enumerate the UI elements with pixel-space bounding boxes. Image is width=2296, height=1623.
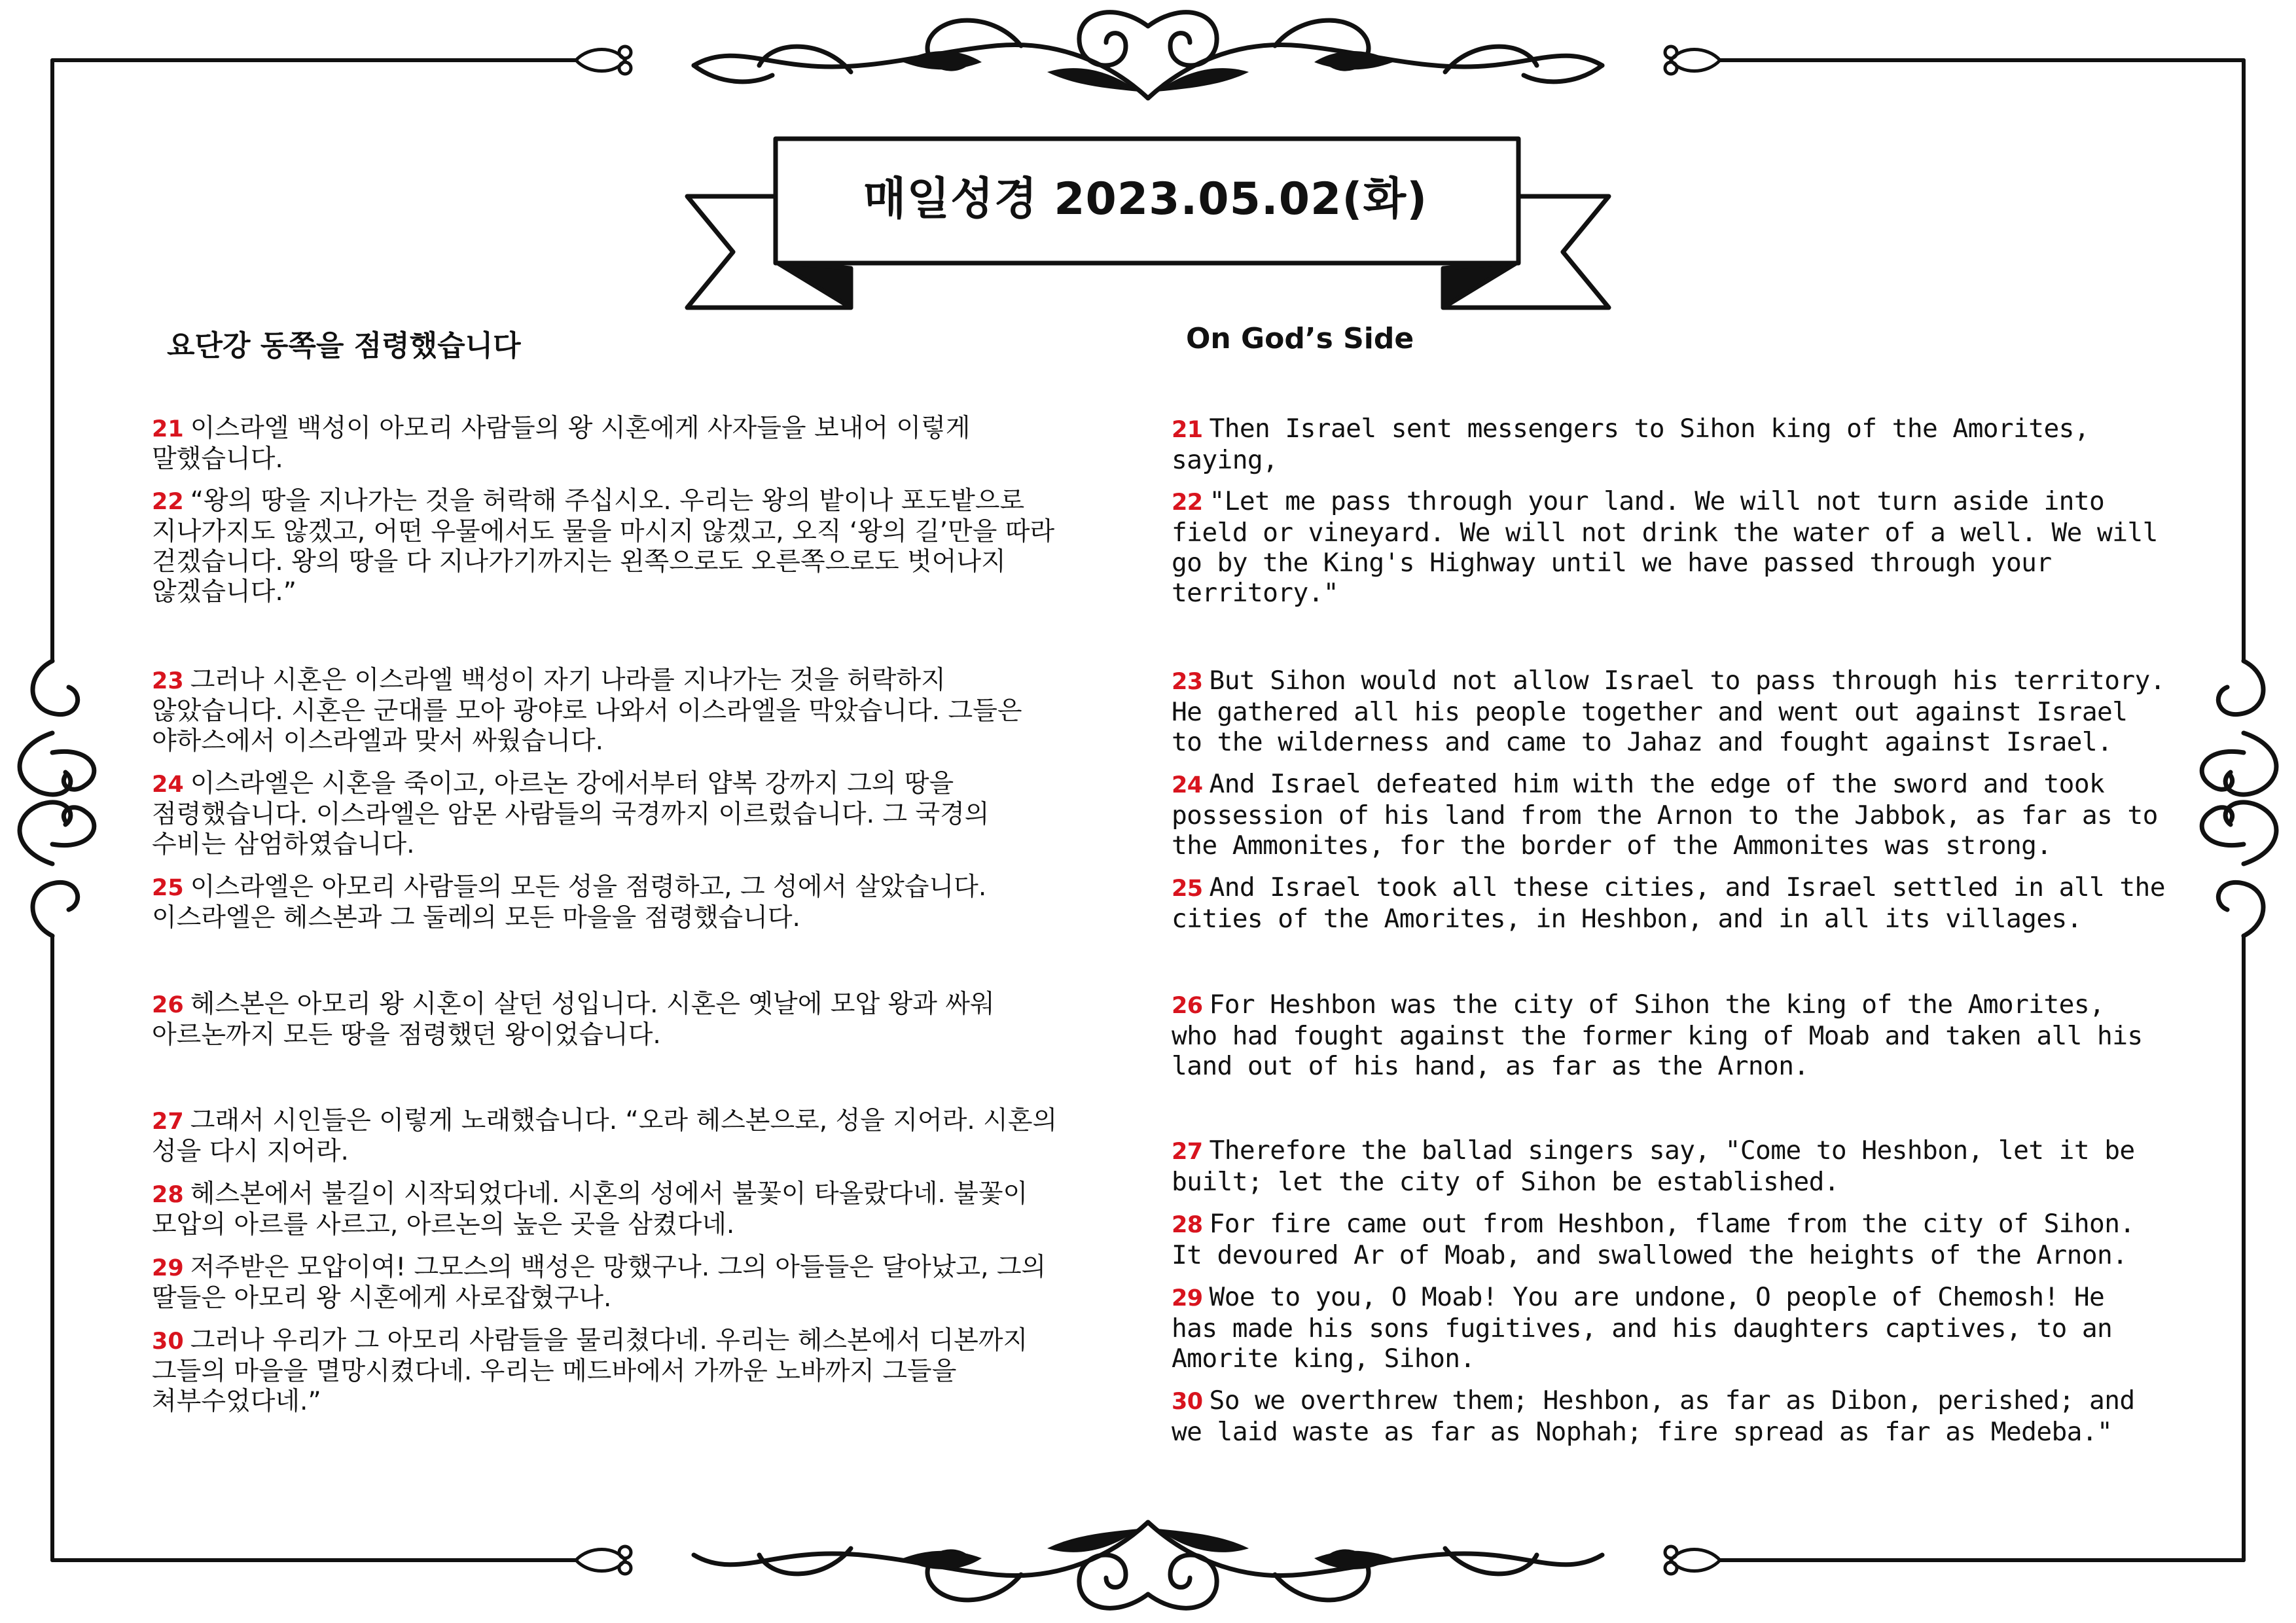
english-verse-25 <box>1172 872 2165 934</box>
verse-text: For fire came out from Heshbon, flame from the city of Sihon. It devoured Ar of Moab, and swallowed the heights of the Arnon. <box>1172 1209 2135 1270</box>
english-verse-28 <box>1172 1209 2135 1270</box>
verse-number: 25 <box>152 875 184 901</box>
verse-text: “왕의 땅을 지나가는 것을 허락해 주십시오. 우리는 왕의 밭이나 포도밭으로 지나가지도 않겠고, 어떤 우물에서도 물을 마시지 않겠고, 오직 ‘왕의 길’만을 따라 걷겠습니다. 왕의 땅을 다 지나가기까지는 왼쪽으로도 오른쪽으로도 벗어나지 않겠습니다.” <box>152 486 1055 607</box>
verse-text: And Israel defeated him with the edge of the sword and took possession of his land from the Arnon to the Jabbok, as far as to the Ammonites, for the border of the Ammonites was strong. <box>1172 769 2158 861</box>
verse-text: So we overthrew them; Heshbon, as far as Dibon, perished; and we laid waste as far as Nophah; fire spread as far as Medeba." <box>1172 1385 2135 1447</box>
verse-number: 28 <box>1172 1212 1203 1238</box>
verse-text: 헤스본에서 불길이 시작되었다네. 시혼의 성에서 불꽃이 타올랐다네. 불꽃이 모압의 아르를 사르고, 아르논의 높은 곳을 삼켰다네. <box>152 1179 1028 1240</box>
verse-text: 그러나 우리가 그 아모리 사람들을 물리쳤다네. 우리는 헤스본에서 디본까지 그들의 마을을 멸망시켰다네. 우리는 메드바에서 가까운 노바까지 그들을 쳐부수었다네.” <box>152 1326 1028 1416</box>
verse-text: But Sihon would not allow Israel to pass through his territory. He gathered all his people together and went out against Israel to the wilderness and came to Jahaz and fought against Israel. <box>1172 666 2165 757</box>
verse-text: 저주받은 모압이여! 그모스의 백성은 망했구나. 그의 아들들은 달아났고, 그의 딸들은 아모리 왕 시혼에게 사로잡혔구나. <box>152 1253 1047 1313</box>
verse-number: 23 <box>152 668 184 694</box>
verse-number: 29 <box>152 1255 184 1281</box>
verse-text: 이스라엘은 시혼을 죽이고, 아르논 강에서부터 얍복 강까지 그의 땅을 점령했습니다. 이스라엘은 암몬 사람들의 국경까지 이르렀습니다. 그 국경의 수비는 삼엄하였습니다. <box>152 769 990 859</box>
verse-text: Then Israel sent messengers to Sihon king of the Amorites, saying, <box>1172 414 2090 475</box>
korean-verse-24 <box>152 769 989 860</box>
english-verse-26 <box>1172 990 2143 1081</box>
verse-text: 이스라엘은 아모리 사람들의 모든 성을 점령하고, 그 성에서 살았습니다. 이스라엘은 헤스본과 그 둘레의 모든 마을을 점령했습니다. <box>152 872 987 933</box>
verse-number: 30 <box>1172 1389 1203 1415</box>
verse-number: 24 <box>1172 772 1203 798</box>
korean-verse-29 <box>152 1253 1046 1313</box>
korean-verse-30 <box>152 1326 1028 1417</box>
right-side-ornament <box>2202 661 2276 936</box>
english-verse-30 <box>1172 1385 2135 1447</box>
verse-text: Woe to you, O Moab! You are undone, O people of Chemosh! He has made his sons fugitives, and his daughters captives, to an Amorite king, Sihon. <box>1172 1282 2113 1374</box>
verse-text: Therefore the ballad singers say, "Come to Heshbon, let it be built; let the city of Sihon be established. <box>1172 1135 2135 1197</box>
english-verse-27 <box>1172 1135 2135 1197</box>
top-scroll-ornament <box>694 12 1602 98</box>
verse-number: 27 <box>152 1109 184 1135</box>
verse-number: 25 <box>1172 876 1203 902</box>
verse-text: 이스라엘 백성이 아모리 사람들의 왕 시혼에게 사자들을 보내어 이렇게 말했습니다. <box>152 414 971 474</box>
verse-number: 26 <box>1172 993 1203 1019</box>
korean-heading: 요단강 동쪽을 점령했습니다 <box>167 329 521 363</box>
verse-number: 23 <box>1172 669 1203 695</box>
verse-number: 21 <box>152 416 184 442</box>
verse-text: 헤스본은 아모리 왕 시혼이 살던 성입니다. 시혼은 옛날에 모압 왕과 싸워 아르논까지 모든 땅을 점령했던 왕이었습니다. <box>152 990 995 1050</box>
verse-number: 29 <box>1172 1285 1203 1311</box>
left-side-ornament <box>20 661 94 936</box>
english-verse-29 <box>1172 1282 2112 1374</box>
korean-verse-22 <box>152 486 1054 607</box>
verse-number: 26 <box>152 992 184 1018</box>
verse-number: 21 <box>1172 417 1203 443</box>
page-title: 매일성경 2023.05.02(화) <box>863 173 1428 225</box>
verse-number: 24 <box>152 772 184 798</box>
english-verse-24 <box>1172 769 2158 861</box>
verse-number: 22 <box>152 489 184 515</box>
bottom-scroll-ornament <box>694 1522 1602 1608</box>
english-verse-21 <box>1172 414 2089 475</box>
korean-verse-21 <box>152 414 970 474</box>
verse-text: For Heshbon was the city of Sihon the king of the Amorites, who had fought against the former king of Moab and taken all his land out of his hand, as far as the Arnon. <box>1172 990 2143 1081</box>
korean-verse-28 <box>152 1179 1028 1240</box>
english-heading: On God’s Side <box>1186 322 1414 355</box>
verse-number: 27 <box>1172 1139 1203 1165</box>
korean-verse-26 <box>152 990 995 1050</box>
verse-number: 22 <box>1172 490 1203 516</box>
verse-number: 30 <box>152 1329 184 1355</box>
verse-text: And Israel took all these cities, and Israel settled in all the cities of the Amorites, in Heshbon, and in all its villages. <box>1172 872 2165 934</box>
top-scroll-leaves <box>903 51 1393 92</box>
verse-text: 그래서 시인들은 이렇게 노래했습니다. “오라 헤스본으로, 성을 지어라. 시혼의 성을 다시 지어라. <box>152 1106 1058 1166</box>
english-verse-22 <box>1172 486 2158 608</box>
verse-number: 28 <box>152 1182 184 1208</box>
verse-text: 그러나 시혼은 이스라엘 백성이 자기 나라를 지나가는 것을 허락하지 않았습니다. 시혼은 군대를 모아 광야로 나와서 이스라엘을 막았습니다. 그들은 야하스에서 이스라엘과 맞서 싸웠습니다. <box>152 666 1022 756</box>
korean-verse-23 <box>152 666 1022 757</box>
english-verse-23 <box>1172 666 2165 757</box>
verse-text: "Let me pass through your land. We will not turn aside into field or vineyard. We will not drink the water of a well. We will go by the King's Highway until we have passed through your territory." <box>1172 486 2158 608</box>
korean-verse-27 <box>152 1106 1057 1167</box>
korean-verse-25 <box>152 872 986 933</box>
